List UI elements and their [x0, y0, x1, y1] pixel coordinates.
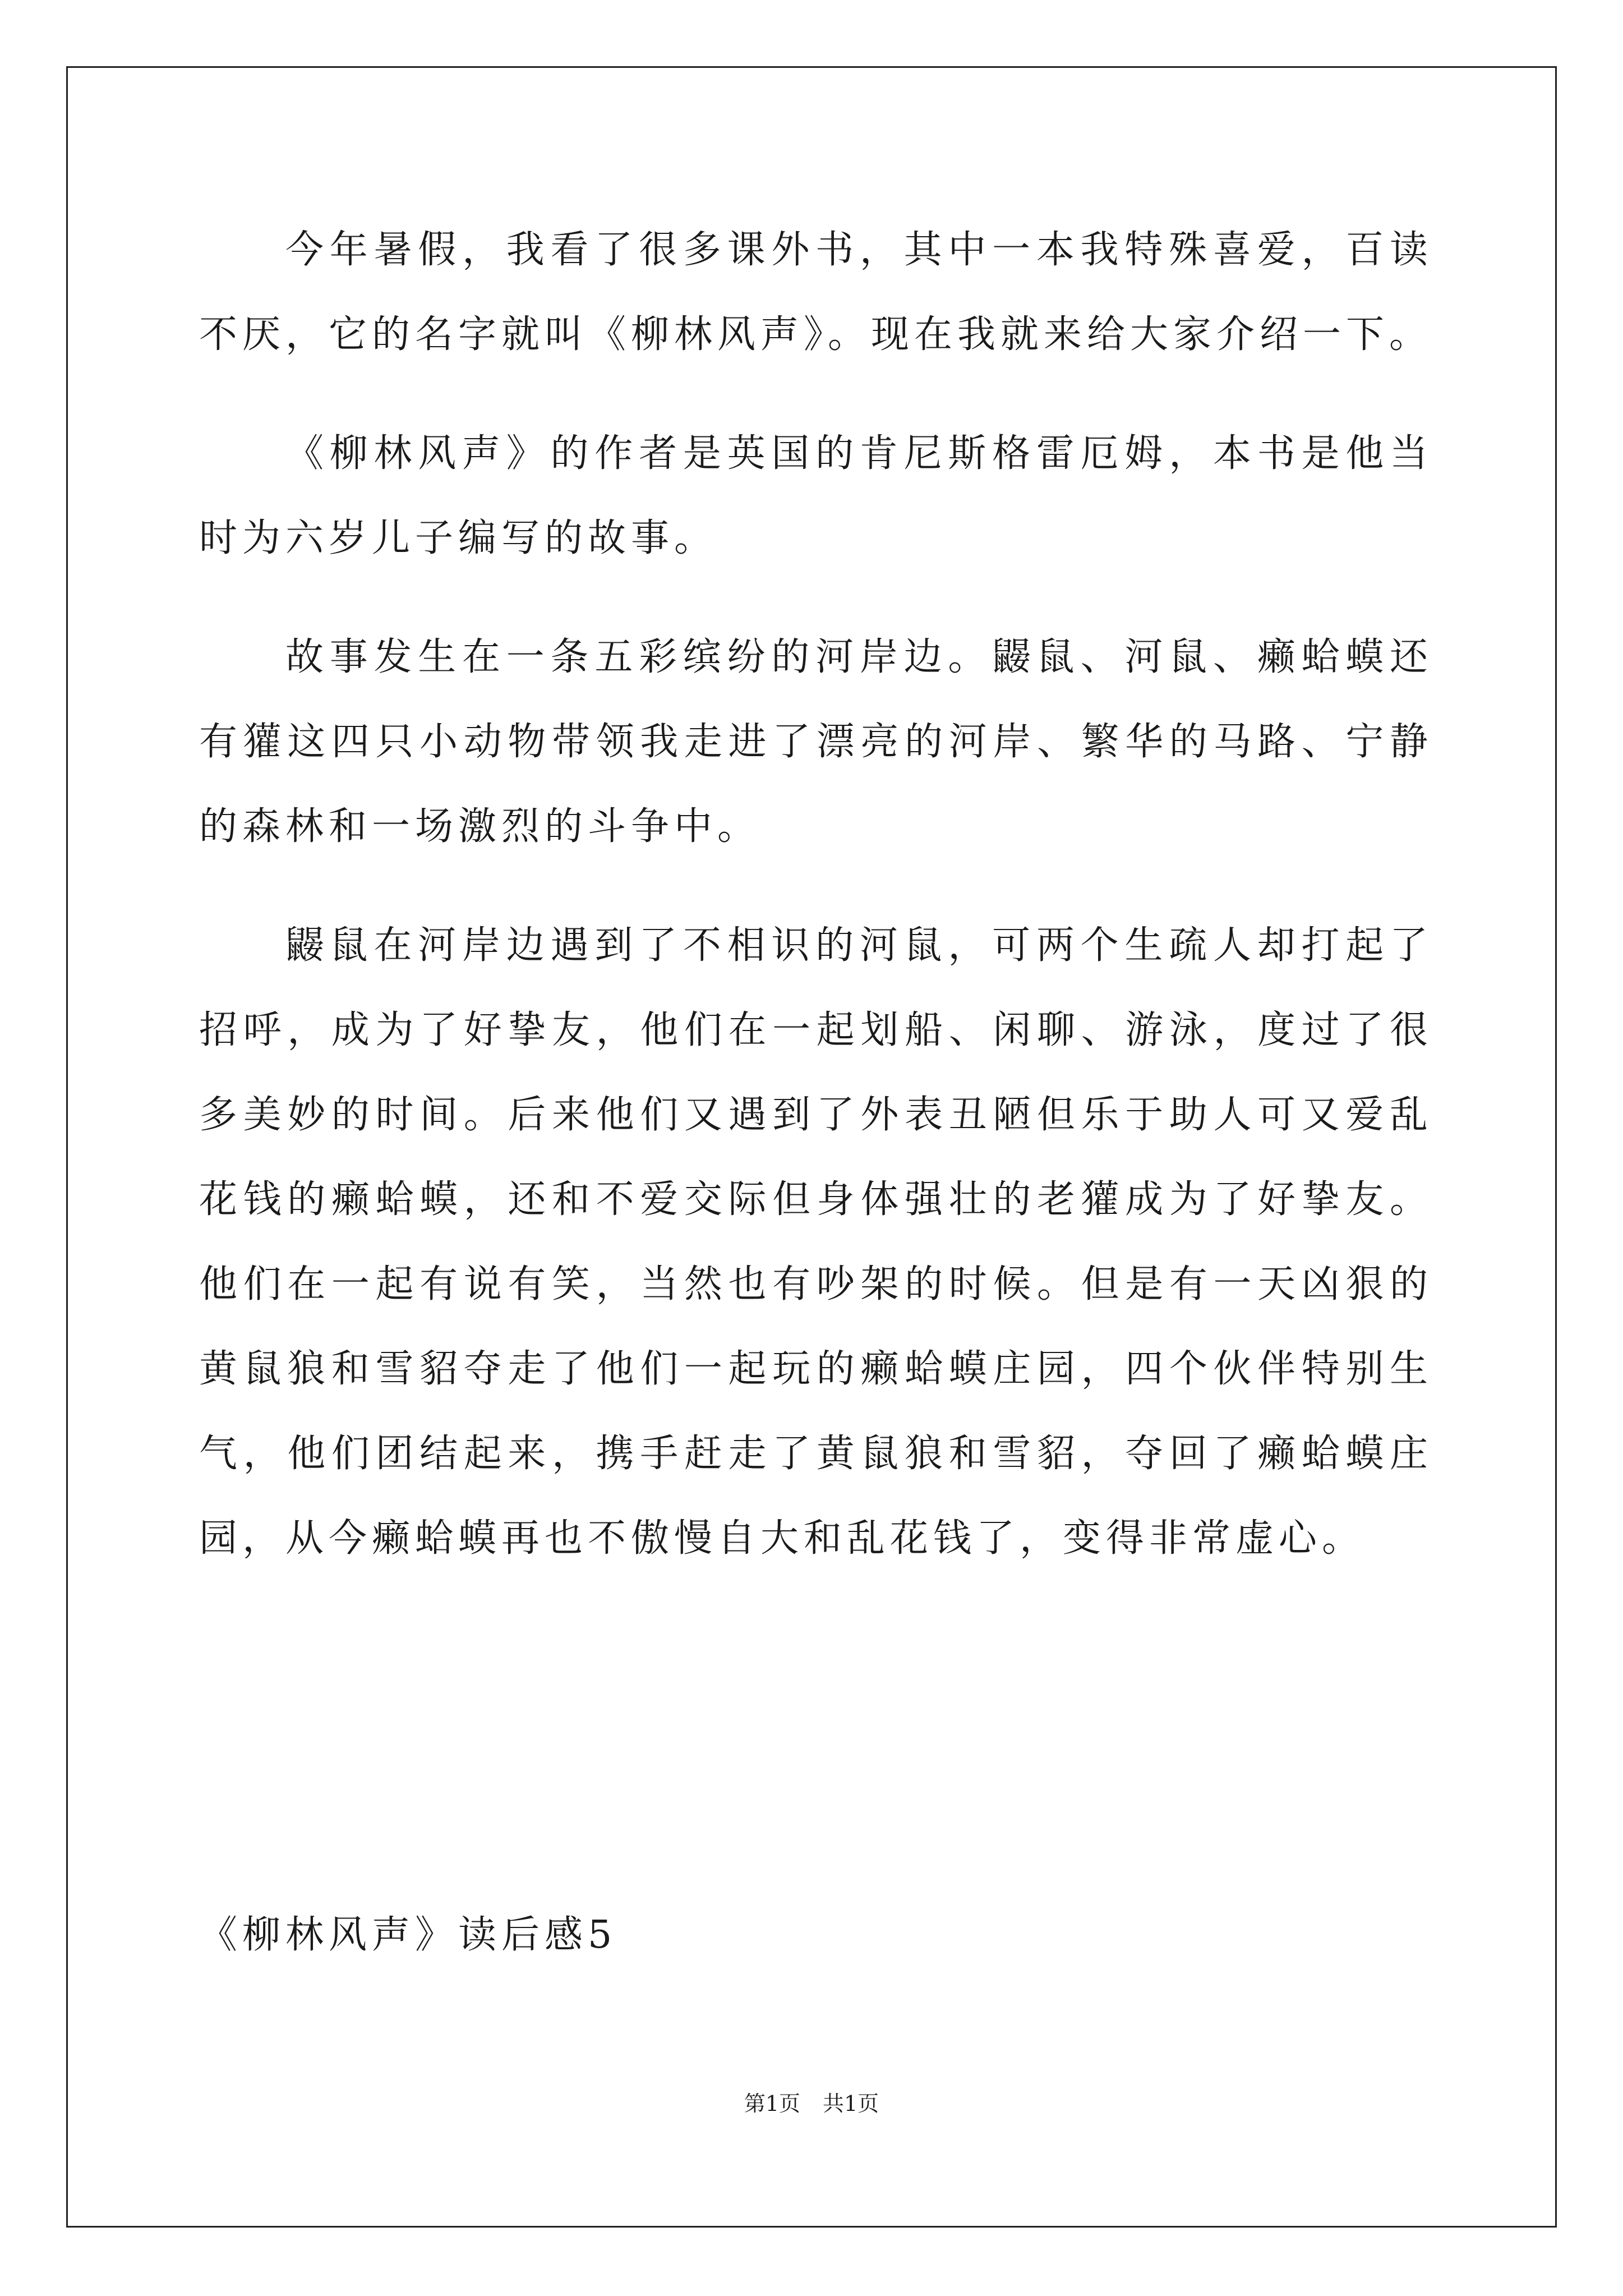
- paragraph-author: 《柳林风声》的作者是英国的肯尼斯格雷厄姆，本书是他当时为六岁儿子编写的故事。: [199, 431, 1433, 560]
- document-body: [199, 208, 1433, 1581]
- page-total: 共1页: [823, 2091, 879, 2116]
- page-number: 第1页: [744, 2091, 800, 2116]
- paragraph-intro: 今年暑假，我看了很多课外书，其中一本我特殊喜爱，百读不厌，它的名字就叫《柳林风声》。现在我就来给大家介绍一下。: [199, 228, 1433, 357]
- paragraph-setting: 故事发生在一条五彩缤纷的河岸边。鼹鼠、河鼠、癞蛤蟆还有獾这四只小动物带领我走进了漂亮的河岸、繁华的马路、宁静的森林和一场激烈的斗争中。: [199, 635, 1433, 849]
- paragraph-story: 鼹鼠在河岸边遇到了不相识的河鼠，可两个生疏人却打起了招呼，成为了好挚友，他们在一起划船、闲聊、游泳，度过了很多美妙的时间。后来他们又遇到了外表丑陋但乐于助人可又爱乱花钱的癞蛤蟆，还和不爱交际但身体强壮的老獾成为了好挚友。他们在一起有说有笑，当然也有吵架的时候。但是有一天凶狠的黄鼠狼和雪貂夺走了他们一起玩的癞蛤蟆庄园，四个伙伴特别生气，他们团结起来，携手赶走了黄鼠狼和雪貂，夺回了癞蛤蟆庄园，从今癞蛤蟆再也不傲慢自大和乱花钱了，变得非常虚心。: [199, 923, 1433, 1561]
- page-footer: [0, 2090, 1623, 2118]
- section-title: 《柳林风声》读后感5: [199, 1913, 617, 1957]
